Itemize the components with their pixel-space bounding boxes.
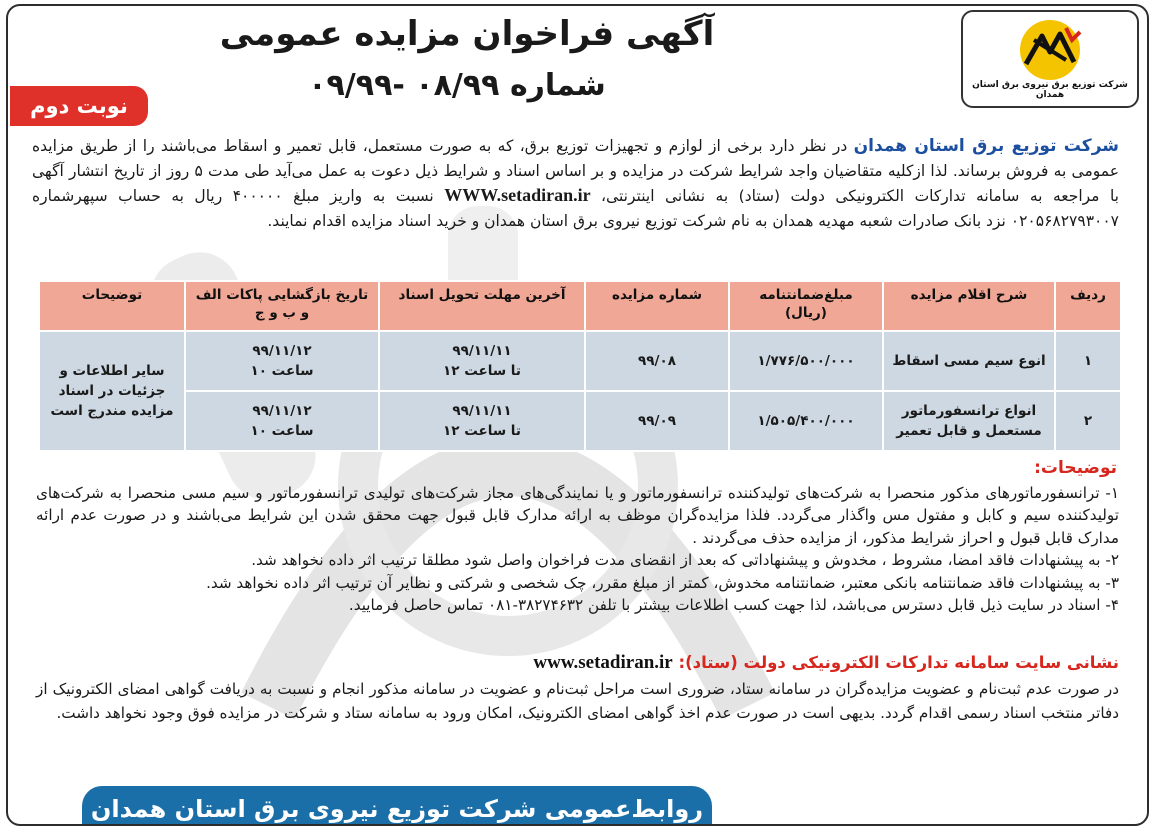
electric-logo-icon — [990, 18, 1110, 82]
note-item: ۱- ترانسفورماتورهای مذکور منحصرا به شرکت‌های تولیدکننده ترانسفورماتور و یا نمایندگی‌های مجاز شرکت‌های تولیدی ترانسفورماتور و سیم مسی منحصرا به شرکت‌های تولیدکننده سیم و کابل و مفتول مس واگذار می‌گردد. فلذا مزایده‌گران موظف به ارائه مدارک قابل قبول جهت محقق شدن این شرایط می‌باشند و در صورت عدم ارائه مدارک قابل قبول و احراز شرایط مذکور، از مزایده حذف می‌گردند . — [36, 484, 1119, 547]
company-name: شرکت توزیع برق استان همدان — [853, 136, 1119, 156]
footer-banner: روابط‌عمومی شرکت توزیع نیروی برق استان همدان — [82, 786, 712, 826]
cell-guarantee: ۱/۷۷۶/۵۰۰/۰۰۰ — [729, 331, 883, 391]
cell-guarantee: ۱/۵۰۵/۴۰۰/۰۰۰ — [729, 391, 883, 451]
deadline-time: تا ساعت ۱۲ — [443, 423, 521, 439]
intro-site-link[interactable]: WWW.setadiran.ir — [444, 185, 591, 205]
col-deadline: آخرین مهلت تحویل اسناد — [379, 281, 585, 331]
col-guarantee: مبلغ‌ضمانتنامه (ریال) — [729, 281, 883, 331]
auction-items-table — [38, 280, 1122, 452]
site-section-heading — [36, 652, 1119, 674]
company-logo — [961, 10, 1139, 108]
col-opening: تاریخ بازگشایی پاکات الف و ب و ج — [185, 281, 379, 331]
cell-number: ۹۹/۰۹ — [585, 391, 729, 451]
note-item: ۴- اسناد در سایت ذیل قابل دسترس می‌باشد، لذا جهت کسب اطلاعات بیشتر با تلفن ۳۸۲۷۴۶۳۲-۰۸۱ تماس حاصل فرمایید. — [348, 596, 1119, 615]
intro-paragraph — [32, 134, 1119, 233]
deadline-date: ۹۹/۱۱/۱۱ — [452, 403, 512, 419]
note-item: ۳- به پیشنهادات فاقد ضمانتنامه بانکی معتبر، ضمانتنامه مخدوش، کمتر از مبلغ مقرر، چک شخصی و شرکتی و نظایر آن ترتیب اثر داده نخواهد شد. — [206, 573, 1119, 592]
note-item: ۲- به پیشنهادات فاقد امضا، مشروط ، مخدوش و پیشنهاداتی که بعد از انقضای مدت فراخوان واصل شود مطلقا ترتیب اثر داده نخواهد شد. — [251, 551, 1119, 570]
col-number: شماره مزایده — [585, 281, 729, 331]
site-label: نشانی سایت سامانه تدارکات الکترونیکی دولت (ستاد): — [678, 653, 1119, 672]
cell-row: ۲ — [1055, 391, 1121, 451]
round-badge: نوبت دوم — [10, 86, 148, 126]
cell-item: انواع ترانسفورماتور مستعمل و قابل تعمیر — [883, 391, 1055, 451]
opening-time: ساعت ۱۰ — [250, 363, 314, 379]
cell-opening — [185, 391, 379, 451]
col-description: توضیحات — [39, 281, 185, 331]
cell-row: ۱ — [1055, 331, 1121, 391]
opening-time: ساعت ۱۰ — [250, 423, 314, 439]
advertisement-frame — [6, 4, 1149, 826]
cell-deadline — [379, 391, 585, 451]
col-item: شرح اقلام مزایده — [883, 281, 1055, 331]
opening-date: ۹۹/۱۱/۱۲ — [252, 403, 312, 419]
col-row: ردیف — [1055, 281, 1121, 331]
table-row — [39, 391, 1121, 451]
intro-text-1: در نظر دارد برخی از لوازم و تجهیزات توزیع برق، که به صورت مستعمل، قابل تعمیر و اسقاط می‌باشند را از طریق مزایده عمومی به فروش برساند. لذا ازکلیه متقاضیان واجد شرایط شرکت در مزایده و بر اساس اسناد و شرایط ذیل دعوت به عمل می‌آید طی مدت ۵ روز از تاریخ انتشار آگهی با مراجعه به سامانه تدارکات الکترونیکی دولت (ستاد) به نشانی اینترنتی، — [32, 137, 1119, 205]
cell-deadline — [379, 331, 585, 391]
cell-opening — [185, 331, 379, 391]
page-title: آگهی فراخوان مزایده عمومی — [219, 14, 715, 54]
opening-date: ۹۹/۱۱/۱۲ — [252, 343, 312, 359]
table-row — [39, 331, 1121, 391]
table-header-row — [39, 281, 1121, 331]
cell-number: ۹۹/۰۸ — [585, 331, 729, 391]
site-url-link[interactable]: www.setadiran.ir — [533, 652, 673, 673]
closing-paragraph: در صورت عدم ثبت‌نام و عضویت مزایده‌گران در سامانه ستاد، ضروری است مراحل ثبت‌نام و عضویت در سامانه مذکور انجام و نسبت به دریافت گواهی امضای الکترونیک از دفاتر منتخب اسناد رسمی اقدام گردد. بدیهی است در صورت عدم اخذ گواهی امضای الکترونیک، امکان ورود به سامانه ستاد و شرکت در مزایده فوق وجود نخواهد داشت. — [36, 680, 1119, 722]
deadline-time: تا ساعت ۱۲ — [443, 363, 521, 379]
cell-description: سایر اطلاعات و جزئیات در اسناد مزایده مندرج است — [39, 331, 185, 451]
intro-text-2: نسبت به واریز مبلغ ۴۰۰۰۰۰ ریال به حساب سپهرشماره ۰۲۰۵۶۸۲۷۹۳۰۰۷ نزد بانک صادرات شعبه مهدیه همدان به نام شرکت توزیع نیروی برق استان همدان و خرید اسناد مزایده اقدام نمایند. — [32, 187, 1119, 230]
deadline-date: ۹۹/۱۱/۱۱ — [452, 343, 512, 359]
notes-heading: توضیحات: — [1034, 458, 1117, 478]
cell-item: انوع سیم مسی اسقاط — [883, 331, 1055, 391]
auction-number: شماره ۰۸/۹۹ -۰۹/۹۹ — [308, 68, 606, 103]
notes-list — [36, 482, 1119, 616]
logo-caption: شرکت توزیع برق نیروی برق استان همدان — [972, 80, 1128, 100]
